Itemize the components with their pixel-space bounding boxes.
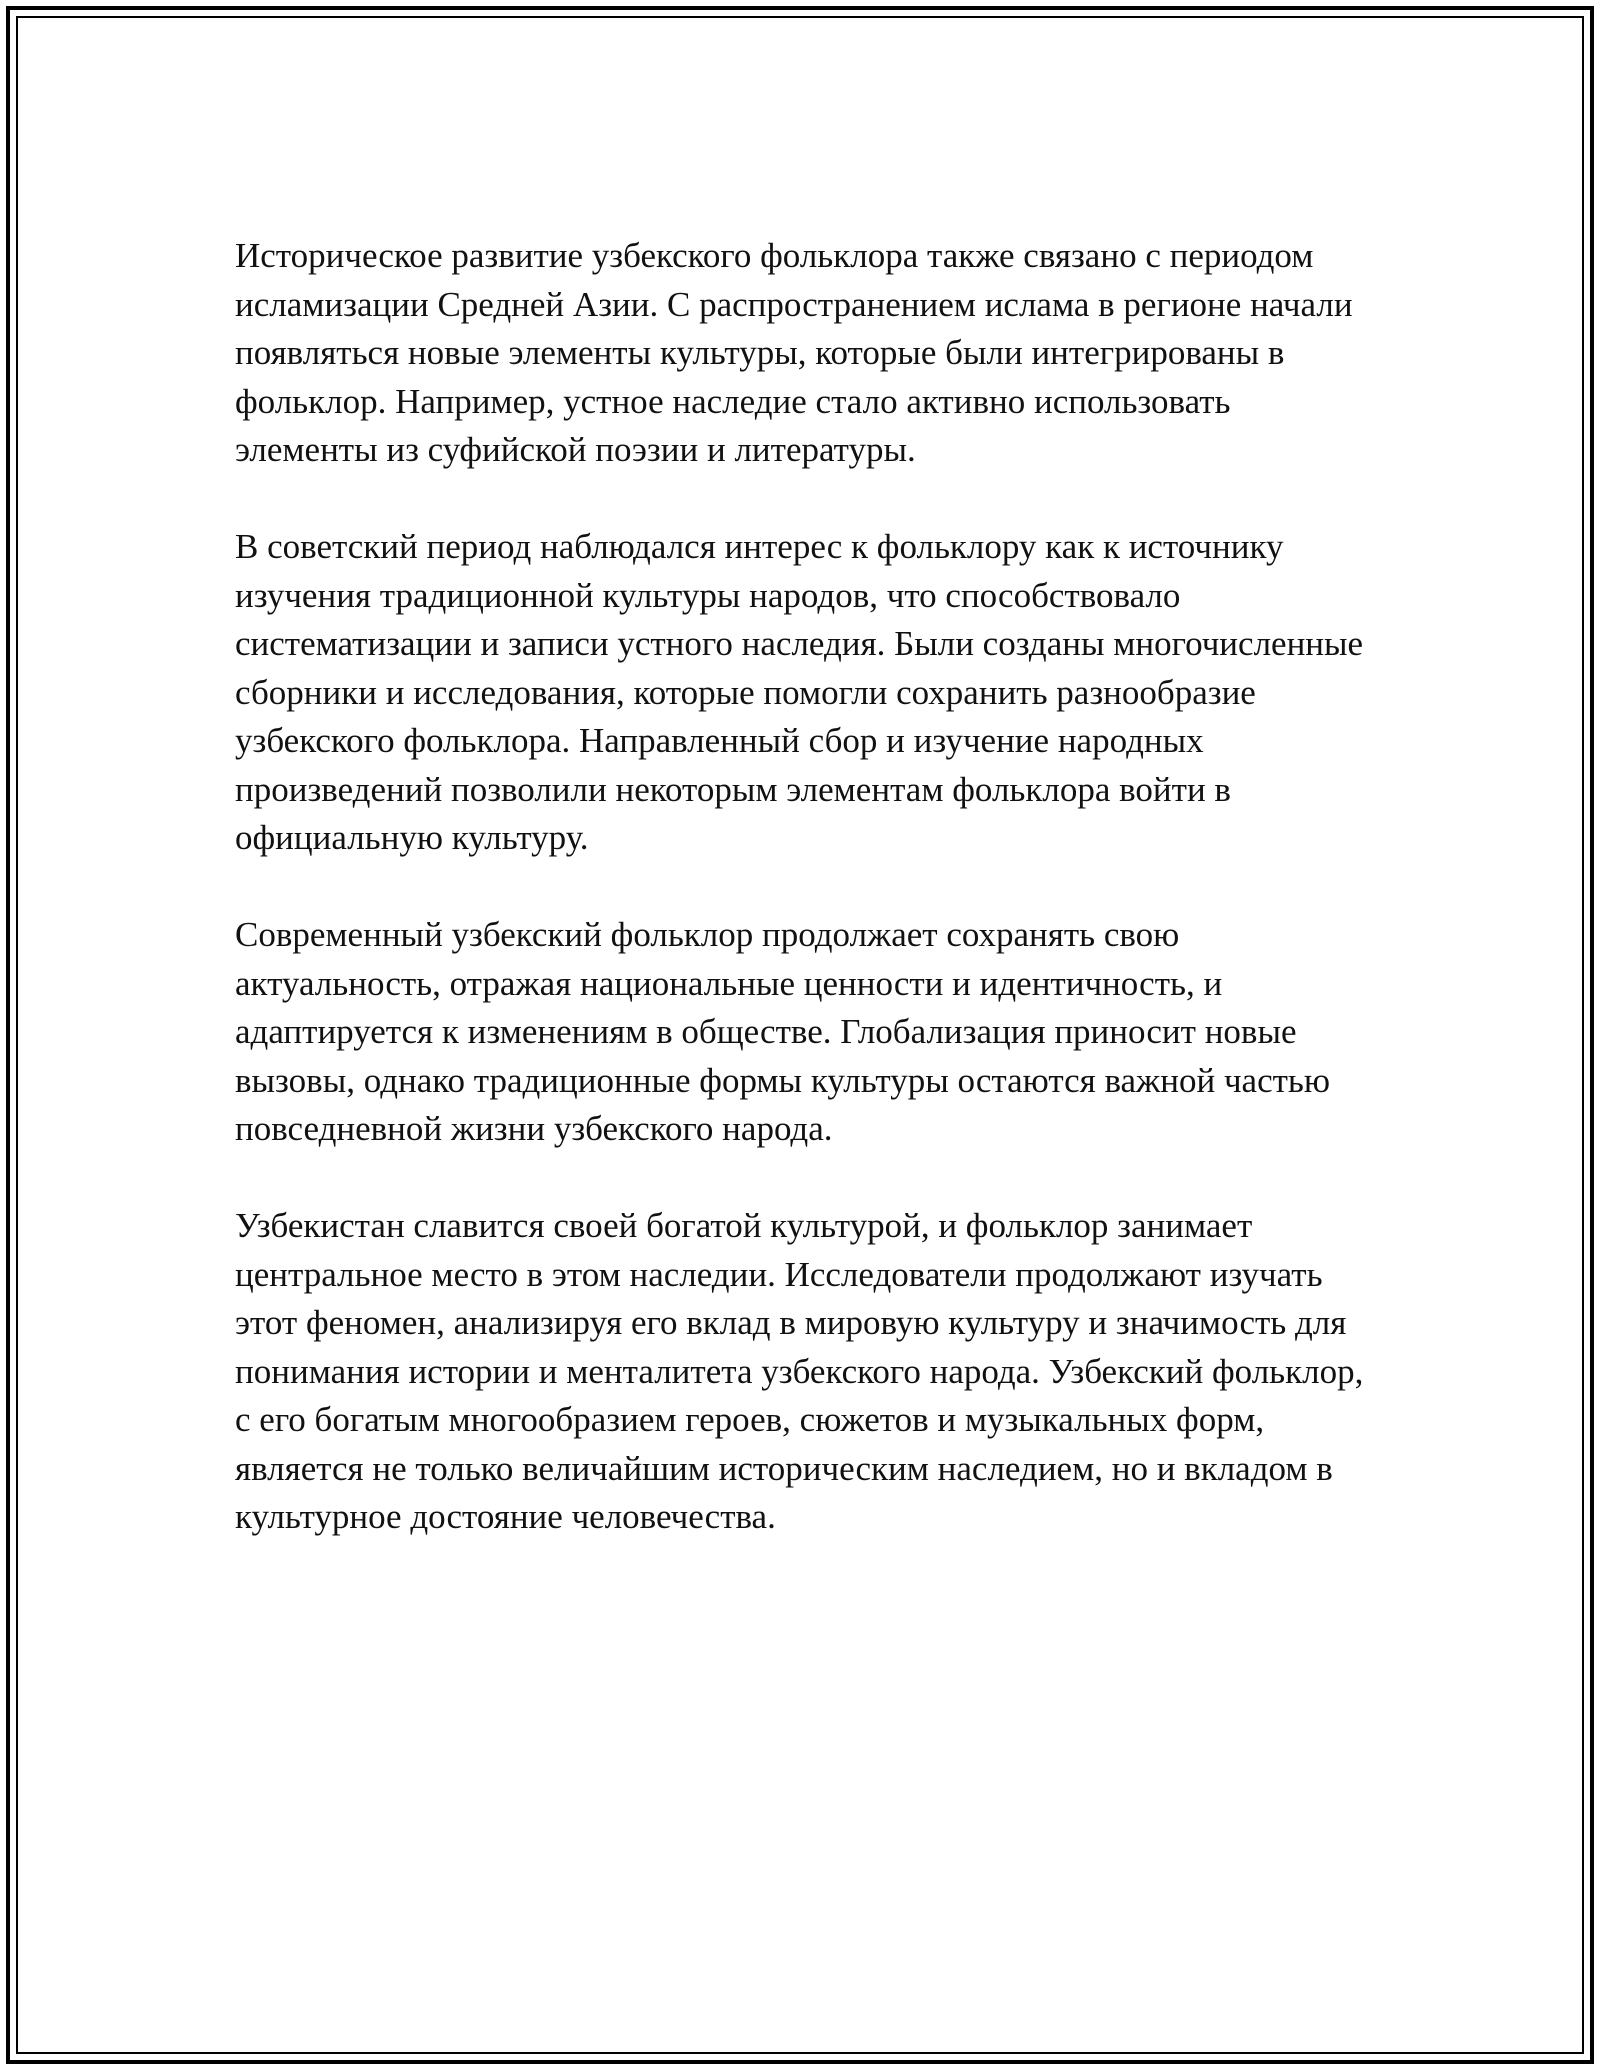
document-body [235, 232, 1375, 1590]
paragraph-cultural-heritage: Узбекистан славится своей богатой культурой, и фольклор занимает центральное место в этом наследии. Исследователи продолжают изучать этот феномен, анализируя его вклад в мировую культуру и значимость для понимания истории и менталитета узбекского народа. Узбекский фольклор, с его богатым многообразием героев, сюжетов и музыкальных форм, является не только величайшим историческим наследием, но и вкладом в культурное достояние человечества. [235, 1206, 1364, 1536]
paragraph-modern-folklore: Современный узбекский фольклор продолжает сохранять свою актуальность, отражая национальные ценности и идентичность, и адаптируется к изменениям в обществе. Глобализация приносит новые вызовы, однако традиционные формы культуры остаются важной частью повседневной жизни узбекского народа. [235, 915, 1331, 1148]
paragraph-islamization: Историческое развитие узбекского фольклора также связано с периодом исламизации Средней Азии. С распространением ислама в регионе начали появляться новые элементы культуры, которые были интегрированы в фольклор. Например, устное наследие стало активно использовать элементы из суфийской поэзии и литературы. [235, 236, 1353, 469]
paragraph-soviet-period: В советский период наблюдался интерес к фольклору как к источнику изучения традиционной культуры народов, что способствовало систематизации и записи устного наследия. Были созданы многочисленные сборники и исследования, которые помогли сохранить разнообразие узбекского фольклора. Направленный сбор и изучение народных произведений позволили некоторым элементам фольклора войти в официальную культуру. [235, 527, 1364, 857]
